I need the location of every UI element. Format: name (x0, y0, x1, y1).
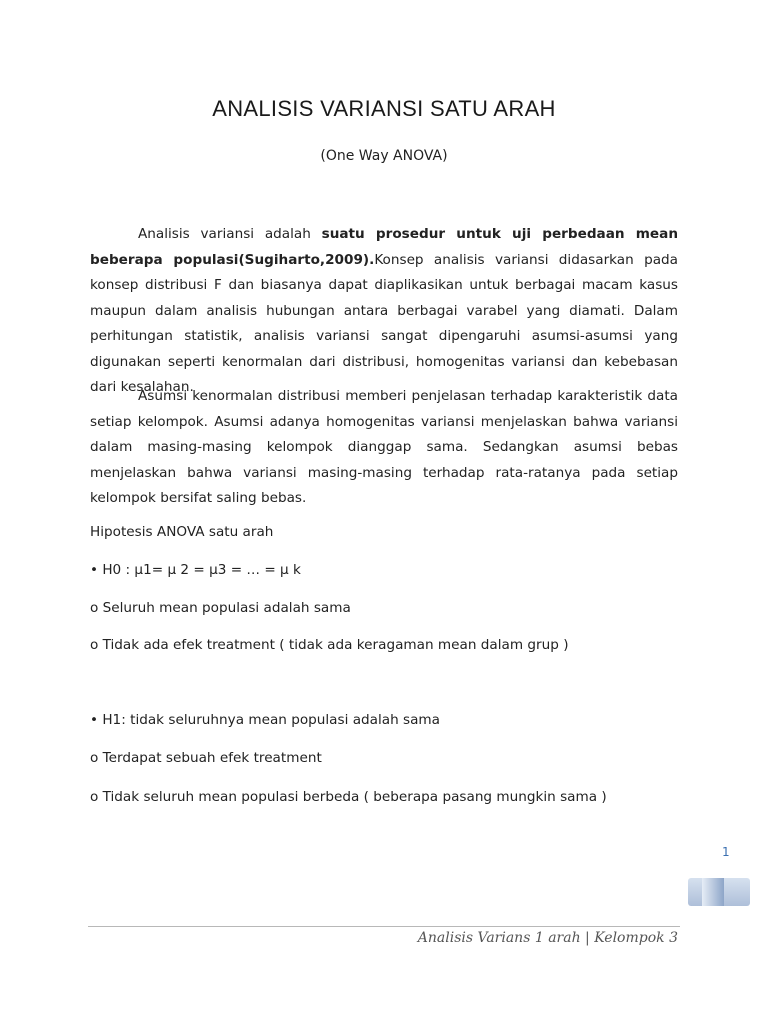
h1-item-1: o Terdapat sebuah efek treatment (90, 750, 322, 766)
paragraph-1-bold: suatu prosedur untuk uji perbedaan mean beberapa populasi(Sugiharto,2009). (90, 226, 678, 268)
paragraph-1-rest: Konsep analisis variansi didasarkan pada konsep distribusi F dan biasanya dapat diaplikasikan untuk berbagai macam kasus maupun dalam analisis hubungan antara berbagai varabel yang diamati. Dalam perhitungan statistik, analisis variansi sangat dipengaruhi asumsi-asumsi yang digunakan seperti kenormalan dari distribusi, homogenitas variansi dan kebebasan dari kesalahan. (90, 251, 678, 395)
h1-line: • H1: tidak seluruhnya mean populasi adalah sama (90, 712, 441, 728)
h0-item-1: o Seluruh mean populasi adalah sama (90, 600, 351, 616)
h0-item-2: o Tidak ada efek treatment ( tidak ada keragaman mean dalam grup ) (90, 637, 569, 653)
h0-line: • H0 : μ1= μ 2 = μ3 = … = μ k (90, 562, 301, 578)
footer-divider (88, 926, 680, 927)
paragraph-2: Asumsi kenormalan distribusi memberi penjelasan terhadap karakteristik data setiap kelompok. Asumsi adanya homogenitas variansi menjelaskan bahwa variansi dalam masing-masing kelompok dianggap sama. Sedangkan asumsi bebas menjelaskan bahwa variansi masing-masing terhadap rata-ratanya pada setiap kelompok bersifat saling bebas. (90, 388, 678, 506)
page-number: 1 (722, 845, 730, 859)
document-subtitle: (One Way ANOVA) (320, 148, 448, 164)
document-title: ANALISIS VARIANSI SATU ARAH (212, 96, 556, 121)
paragraph-1 (90, 222, 678, 401)
page-tab-decoration (688, 878, 750, 906)
page-footer: Analisis Varians 1 arah | Kelompok 3 (417, 930, 678, 946)
h1-item-2: o Tidak seluruh mean populasi berbeda ( beberapa pasang mungkin sama ) (90, 789, 607, 805)
paragraph-1-lead: Analisis variansi adalah (138, 226, 322, 242)
hypothesis-heading: Hipotesis ANOVA satu arah (90, 524, 274, 540)
